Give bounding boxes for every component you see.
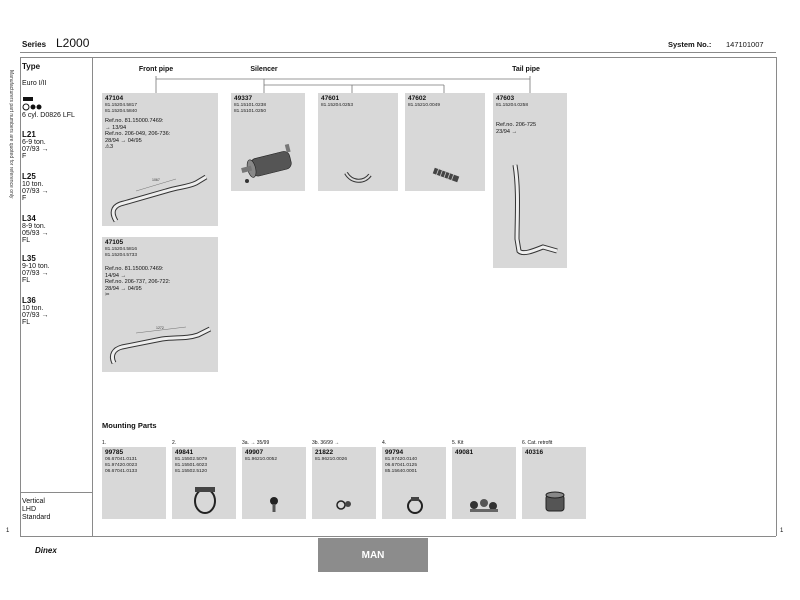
part-number: 49337 xyxy=(234,95,253,102)
oem-code: 81.15101.0238 xyxy=(234,103,267,108)
oem-codes xyxy=(496,103,528,109)
front-pipe-heading: Front pipe xyxy=(138,66,174,73)
mounting-caption: 4. xyxy=(382,440,387,446)
brand-label: MAN xyxy=(361,550,385,561)
part-number: 47105 xyxy=(105,239,124,246)
reference-notes xyxy=(496,122,536,135)
oem-codes xyxy=(245,457,277,463)
ref-line: → 13/94 xyxy=(105,124,127,131)
system-number-value: 147101007 xyxy=(726,40,764,49)
mounting-card-99794[interactable] xyxy=(382,447,446,519)
oem-codes xyxy=(175,457,207,475)
drive-side: LHD xyxy=(22,506,37,513)
model-date: 05/93 → xyxy=(22,230,49,237)
mounting-orientation: Vertical xyxy=(22,498,45,505)
ref-line: Ref.no. 81.15000.7469: xyxy=(105,118,164,124)
oem-code: 81.15210.0049 xyxy=(408,103,441,108)
oem-code: 81.15101.0250 xyxy=(234,109,267,114)
mounting-parts-heading: Mounting Parts xyxy=(102,421,157,430)
ref-line: ⚠3 xyxy=(105,144,114,151)
mounting-card-40316[interactable] xyxy=(522,447,586,519)
part-number: 47603 xyxy=(496,95,515,102)
flex-pipe-drawing xyxy=(429,165,463,185)
part-card-47104[interactable] xyxy=(102,93,218,226)
model-name: L34 xyxy=(22,214,36,223)
type-heading: Type xyxy=(22,62,41,71)
page-number-right: 1 xyxy=(780,528,784,534)
mounting-caption: 5. Kit xyxy=(452,440,464,446)
mounting-card-49907[interactable] xyxy=(242,447,306,519)
oem-code: 81.15502.5079 xyxy=(175,457,208,462)
ref-line: Ref.no. 206-049, 206-736: xyxy=(105,131,171,138)
part-number: 47602 xyxy=(408,95,427,102)
part-number: 47601 xyxy=(321,95,340,102)
model-tonnage: 8-9 ton. xyxy=(22,223,46,230)
oem-code: 81.15204.0253 xyxy=(321,103,354,108)
oem-codes xyxy=(105,103,137,115)
left-border xyxy=(20,57,21,536)
mounting-config xyxy=(22,498,50,522)
clamp-ring-icon xyxy=(404,495,426,515)
ref-line: Ref.no. 206-737, 206-722: xyxy=(105,279,171,286)
model-l36 xyxy=(22,296,48,326)
oem-code: 85.15640.0001 xyxy=(385,469,418,474)
oem-codes xyxy=(315,457,347,463)
ref-line: 28/94 → 04/95 xyxy=(105,285,142,292)
oem-codes xyxy=(385,457,417,475)
mounting-caption: 2. xyxy=(172,440,177,446)
part-card-47602[interactable] xyxy=(405,93,485,191)
reference-notes xyxy=(105,266,170,299)
model-variant: F xyxy=(22,153,27,160)
model-date: 07/93 → xyxy=(22,312,49,319)
mounting-caption: 1. xyxy=(102,440,107,446)
oem-code: 81.15204.5816 xyxy=(105,247,138,252)
model-name: L36 xyxy=(22,296,36,305)
reference-notes xyxy=(105,118,170,151)
model-tonnage: 10 ton. xyxy=(22,305,44,312)
ref-line: 14/94 → xyxy=(105,272,127,279)
oem-code: 81.97420.0140 xyxy=(385,457,418,462)
part-number: 99794 xyxy=(385,449,404,456)
oem-code: 81.15204.0258 xyxy=(496,103,529,108)
silencer-drawing xyxy=(237,141,303,187)
mounting-card-99785[interactable] xyxy=(102,447,166,519)
flex-hose-drawing xyxy=(340,167,380,187)
engine-type: 6 cyl. D0826 LFL xyxy=(22,112,75,119)
part-card-47603[interactable] xyxy=(493,93,567,268)
model-variant: FL xyxy=(22,237,31,244)
model-l21 xyxy=(22,130,48,160)
model-name: L21 xyxy=(22,130,36,139)
series-value: L2000 xyxy=(56,36,90,50)
system-number-label: System No.: xyxy=(668,40,712,49)
oem-code: 81.97420.0023 xyxy=(105,463,138,468)
model-name: L25 xyxy=(22,172,36,181)
ref-line: 23/94 → xyxy=(496,128,518,135)
model-variant: FL xyxy=(22,277,31,284)
silencer-heading: Silencer xyxy=(250,66,278,73)
model-date: 07/93 → xyxy=(22,270,49,277)
model-date: 07/93 → xyxy=(22,146,49,153)
oem-code: 81.15204.5840 xyxy=(105,109,138,114)
part-card-47601[interactable] xyxy=(318,93,398,191)
right-border xyxy=(776,57,777,536)
model-l25 xyxy=(22,172,48,202)
oem-code: 81.96210.0052 xyxy=(245,457,278,462)
oem-code: 06.67041.0133 xyxy=(105,469,138,474)
part-card-47105[interactable] xyxy=(102,237,218,372)
series-label: Series xyxy=(22,40,47,49)
oem-codes xyxy=(321,103,353,109)
model-date: 07/93 → xyxy=(22,188,49,195)
model-l34 xyxy=(22,214,48,244)
oem-code: 81.15204.5733 xyxy=(105,253,138,258)
oem-codes xyxy=(105,457,137,475)
catalyst-retrofit-icon xyxy=(540,487,570,517)
ref-line: 28/94 → 04/95 xyxy=(105,137,142,144)
ref-line: ✂ xyxy=(105,292,110,299)
footer-rule xyxy=(20,536,776,537)
part-card-49337[interactable] xyxy=(231,93,305,191)
part-number: 21822 xyxy=(315,449,334,456)
front-pipe-drawing xyxy=(106,169,216,225)
page-number-left: 1 xyxy=(6,528,10,534)
oem-code: 81.15501.6023 xyxy=(175,463,208,468)
oem-code: 06.67041.0131 xyxy=(105,457,138,462)
part-number: 47104 xyxy=(105,95,124,102)
mounting-card-49081[interactable] xyxy=(452,447,516,519)
oem-codes xyxy=(408,103,440,109)
mounting-kit-icon xyxy=(466,495,502,515)
tail-pipe-drawing xyxy=(503,159,565,265)
oem-codes xyxy=(234,103,266,115)
front-pipe-drawing xyxy=(106,319,216,369)
oem-code: 81.15502.5120 xyxy=(175,469,208,474)
part-number: 49081 xyxy=(455,449,474,456)
reference-note: Manufacturers part numbers are quoted for reference only xyxy=(8,70,14,199)
mounting-card-49841[interactable] xyxy=(172,447,236,519)
dimension-label: 1067 xyxy=(152,178,160,182)
part-number: 49907 xyxy=(245,449,264,456)
part-number: 49841 xyxy=(175,449,194,456)
tail-pipe-heading: Tail pipe xyxy=(512,66,540,73)
ref-line: Ref.no. 81.15000.7469: xyxy=(105,266,164,272)
bracket-icon xyxy=(334,497,354,513)
oem-codes xyxy=(105,247,137,259)
oem-code: 06.67041.0125 xyxy=(385,463,418,468)
model-l35 xyxy=(22,254,50,284)
model-variant: FL xyxy=(22,319,31,326)
oem-code: 81.15204.5817 xyxy=(105,103,138,108)
mounting-caption: 3b. 36/99 → xyxy=(312,440,340,446)
mounting-caption: 3a. → 35/99 xyxy=(242,440,270,446)
dinex-logo: Dinex xyxy=(35,546,57,555)
version: Standard xyxy=(22,514,51,521)
rubber-mount-icon xyxy=(266,495,282,515)
sidebar-divider xyxy=(92,57,93,536)
model-name: L35 xyxy=(22,254,36,263)
sidebar-footer-rule xyxy=(20,492,92,493)
ref-line: Ref.no. 206-725 xyxy=(496,122,537,128)
model-tonnage: 10 ton. xyxy=(22,181,44,188)
part-number: 99785 xyxy=(105,449,124,456)
part-number: 40316 xyxy=(525,449,544,456)
dimension-label: 1272 xyxy=(156,326,164,330)
emission-standard: Euro I/II xyxy=(22,80,47,87)
mounting-card-21822[interactable] xyxy=(312,447,376,519)
clamp-icon xyxy=(190,483,220,517)
model-tonnage: 9-10 ton. xyxy=(22,263,50,270)
model-variant: F xyxy=(22,195,27,202)
mounting-caption: 6. Cat. retrofit xyxy=(522,440,553,446)
oem-code: 81.96210.0026 xyxy=(315,457,348,462)
model-tonnage: 6-9 ton. xyxy=(22,139,46,146)
